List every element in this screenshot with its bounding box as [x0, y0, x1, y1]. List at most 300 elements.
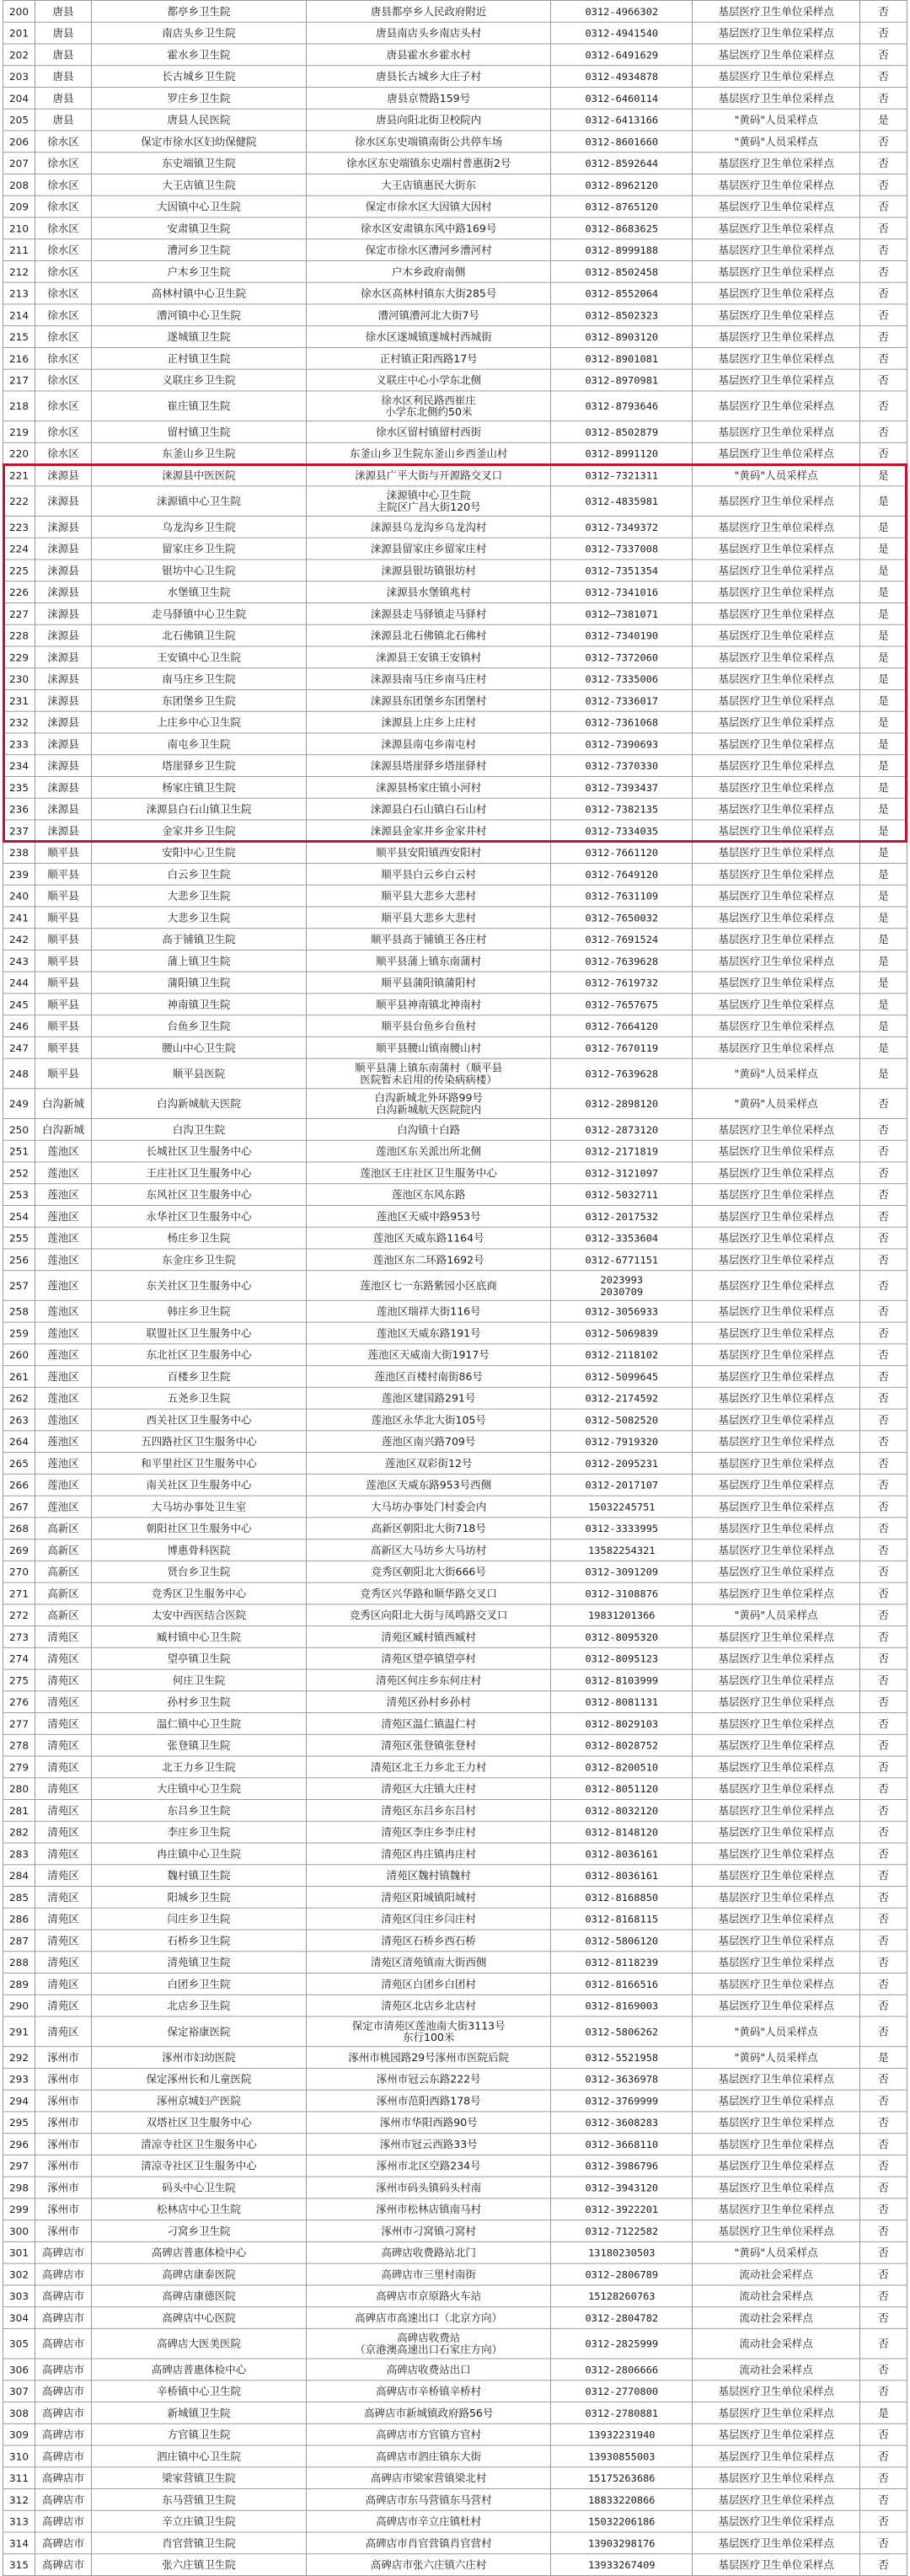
sampling-type-cell: 基层医疗卫生单位采样点	[693, 1518, 860, 1540]
phone-cell: 15032206186	[551, 2510, 693, 2532]
sampling-type-cell: 基层医疗卫生单位采样点	[693, 1887, 860, 1909]
district-cell: 高碑店市	[35, 2554, 92, 2576]
district-cell: 徐水区	[35, 153, 92, 174]
sampling-type-cell: 基层医疗卫生单位采样点	[693, 174, 860, 195]
phone-cell: 0312-6413166	[551, 109, 693, 131]
table-row	[3, 2134, 907, 2156]
address-cell: 高碑店市京原路火车站	[306, 2285, 551, 2307]
sampling-type-cell: 基层医疗卫生单位采样点	[693, 993, 860, 1015]
address-cell: 高碑店市张六庄镇六庄村	[306, 2554, 551, 2576]
address-cell: 大王店镇惠民大街东	[306, 174, 551, 195]
flag-cell: 否	[860, 1227, 907, 1249]
phone-cell: 0312-3056933	[551, 1300, 693, 1322]
district-cell: 涞源县	[35, 711, 92, 733]
phone-cell: 0312-3121097	[551, 1162, 693, 1184]
address-cell: 徐水区东史端镇南街公共停车场	[306, 131, 551, 153]
table-row	[3, 1647, 907, 1669]
sampling-type-cell: 基层医疗卫生单位采样点	[693, 1647, 860, 1669]
flag-cell: 否	[860, 304, 907, 326]
table-row	[3, 2285, 907, 2307]
phone-cell: 0312-8051120	[551, 1778, 693, 1800]
phone-cell: 15032245751	[551, 1496, 693, 1518]
address-cell: 涿州市松林店镇南马村	[306, 2198, 551, 2220]
institution-name-cell: 金家井乡卫生院	[92, 820, 307, 842]
sampling-type-cell: 基层医疗卫生单位采样点	[693, 863, 860, 885]
district-cell: 徐水区	[35, 304, 92, 326]
phone-cell: 0312-7335006	[551, 668, 693, 690]
sampling-type-cell: 流动社会采样点	[693, 2328, 860, 2359]
district-cell: 高新区	[35, 1540, 92, 1561]
address-cell: 顺平县白云乡白云村	[306, 863, 551, 885]
address-cell: 清苑区臧村镇西臧村	[306, 1626, 551, 1648]
flag-cell: 否	[860, 1118, 907, 1140]
flag-cell: 是	[860, 646, 907, 668]
district-cell: 莲池区	[35, 1387, 92, 1409]
phone-cell: 0312-7351354	[551, 560, 693, 581]
district-cell: 清苑区	[35, 1669, 92, 1691]
institution-name-cell: 松林店中心卫生院	[92, 2198, 307, 2220]
institution-name-cell: 长古城乡卫生院	[92, 66, 307, 88]
phone-cell: 0312-7321311	[551, 464, 693, 486]
institution-name-cell: 和平里社区卫生服务中心	[92, 1453, 307, 1475]
phone-cell: 0312-2171819	[551, 1140, 693, 1162]
institution-name-cell: 高碑店普惠体检中心	[92, 2241, 307, 2263]
flag-cell: 是	[860, 885, 907, 907]
row-number-cell: 230	[3, 668, 35, 690]
row-number-cell: 221	[3, 464, 35, 486]
sampling-type-cell: 基层医疗卫生单位采样点	[693, 2177, 860, 2198]
district-cell: 徐水区	[35, 239, 92, 261]
table-row	[3, 776, 907, 798]
address-cell: 高碑店市泗庄镇东大街	[306, 2445, 551, 2467]
district-cell: 徐水区	[35, 347, 92, 369]
district-cell: 清苑区	[35, 1887, 92, 1909]
phone-cell: 0312-7372060	[551, 646, 693, 668]
row-number-cell: 270	[3, 1561, 35, 1583]
address-cell: 莲池区永华北大街105号	[306, 1409, 551, 1431]
row-number-cell: 290	[3, 1995, 35, 2016]
row-number-cell: 238	[3, 842, 35, 864]
table-row	[3, 581, 907, 603]
flag-cell: 否	[860, 1800, 907, 1822]
sampling-type-cell: 基层医疗卫生单位采样点	[693, 1540, 860, 1561]
address-cell: 高碑店市高速出口（北京方向）	[306, 2307, 551, 2329]
flag-cell: 否	[860, 391, 907, 421]
sampling-type-cell: 基层医疗卫生单位采样点	[693, 0, 860, 22]
institution-name-cell: 南马庄乡卫生院	[92, 668, 307, 690]
institution-name-cell: 乌龙沟乡卫生院	[92, 516, 307, 538]
address-cell: 清苑区阳城镇阳城村	[306, 1887, 551, 1909]
table-row	[3, 22, 907, 44]
institution-name-cell: 罗庄乡卫生院	[92, 87, 307, 109]
district-cell: 高新区	[35, 1518, 92, 1540]
phone-cell: 0312-5806262	[551, 2016, 693, 2047]
row-number-cell: 292	[3, 2047, 35, 2069]
phone-cell: 0312-8095123	[551, 1647, 693, 1669]
flag-cell: 否	[860, 1821, 907, 1843]
institution-name-cell: 王庄社区卫生服务中心	[92, 1162, 307, 1184]
address-cell: 莲池区东二环路1692号	[306, 1249, 551, 1271]
district-cell: 清苑区	[35, 1647, 92, 1669]
address-cell: 白沟镇十白路	[306, 1118, 551, 1140]
district-cell: 徐水区	[35, 195, 92, 217]
phone-cell: 19831201366	[551, 1604, 693, 1626]
phone-cell: 0312-3922201	[551, 2198, 693, 2220]
row-number-cell: 286	[3, 1908, 35, 1930]
table-row	[3, 646, 907, 668]
flag-cell: 否	[860, 1952, 907, 1974]
table-row	[3, 347, 907, 369]
row-number-cell: 235	[3, 776, 35, 798]
address-cell: 涞源县南马庄乡南马庄村	[306, 668, 551, 690]
phone-cell: 0312-6460114	[551, 87, 693, 109]
district-cell: 徐水区	[35, 174, 92, 195]
row-number-cell: 226	[3, 581, 35, 603]
address-cell: 顺平县腰山镇南腰山村	[306, 1036, 551, 1058]
phone-cell: 0312-3091209	[551, 1561, 693, 1583]
address-cell: 涞源县上庄乡上庄村	[306, 711, 551, 733]
sampling-type-cell: 基层医疗卫生单位采样点	[693, 755, 860, 777]
row-number-cell: 283	[3, 1843, 35, 1865]
table-row	[3, 560, 907, 581]
phone-cell: 0312-4934878	[551, 66, 693, 88]
flag-cell: 否	[860, 1249, 907, 1271]
flag-cell: 否	[860, 2381, 907, 2402]
row-number-cell: 254	[3, 1205, 35, 1227]
institution-name-cell: 蒲阳镇卫生院	[92, 972, 307, 993]
row-number-cell: 216	[3, 347, 35, 369]
phone-cell: 0312-8118239	[551, 1952, 693, 1974]
phone-cell: 0312-8765120	[551, 195, 693, 217]
flag-cell: 否	[860, 2423, 907, 2445]
institution-name-cell: 安阳中心卫生院	[92, 842, 307, 864]
institution-name-cell: 北店乡卫生院	[92, 1995, 307, 2016]
flag-cell: 否	[860, 1300, 907, 1322]
sampling-type-cell: "黄码"人员采样点	[693, 109, 860, 131]
sampling-type-cell: 基层医疗卫生单位采样点	[693, 421, 860, 443]
row-number-cell: 239	[3, 863, 35, 885]
district-cell: 莲池区	[35, 1453, 92, 1475]
district-cell: 清苑区	[35, 1865, 92, 1887]
flag-cell: 否	[860, 239, 907, 261]
institution-name-cell: 留村镇卫生院	[92, 421, 307, 443]
institution-name-cell: 白沟新城航天医院	[92, 1089, 307, 1119]
phone-cell: 0312-3353604	[551, 1227, 693, 1249]
sampling-type-cell: 基层医疗卫生单位采样点	[693, 929, 860, 951]
flag-cell: 是	[860, 755, 907, 777]
address-cell: 顺平县台鱼乡台鱼村	[306, 1015, 551, 1037]
flag-cell: 是	[860, 798, 907, 820]
address-cell: 莲池区天威中路953号	[306, 1205, 551, 1227]
row-number-cell: 231	[3, 689, 35, 711]
phone-cell: 0312-2095231	[551, 1453, 693, 1475]
address-cell: 涞源县南屯乡南屯村	[306, 733, 551, 755]
phone-cell: 0312-8036161	[551, 1865, 693, 1887]
institution-name-cell: 太安中西医结合医院	[92, 1604, 307, 1626]
sampling-type-cell: "黄码"人员采样点	[693, 1089, 860, 1119]
phone-cell: 0312-3333995	[551, 1518, 693, 1540]
institution-name-cell: 正村镇卫生院	[92, 347, 307, 369]
table-row	[3, 1843, 907, 1865]
table-row	[3, 1300, 907, 1322]
address-cell: 正村镇正阳西路17号	[306, 347, 551, 369]
phone-cell: 0312-7334035	[551, 820, 693, 842]
row-number-cell: 302	[3, 2263, 35, 2285]
table-row	[3, 2112, 907, 2134]
phone-cell: 0312-8901081	[551, 347, 693, 369]
sampling-type-cell: 基层医疗卫生单位采样点	[693, 1778, 860, 1800]
flag-cell: 否	[860, 347, 907, 369]
sampling-type-cell: 基层医疗卫生单位采样点	[693, 1453, 860, 1475]
row-number-cell: 260	[3, 1344, 35, 1366]
phone-cell: 0312-8095320	[551, 1626, 693, 1648]
institution-name-cell: 涞源镇中心卫生院	[92, 486, 307, 517]
district-cell: 高碑店市	[35, 2467, 92, 2489]
district-cell: 清苑区	[35, 1800, 92, 1822]
table-row	[3, 44, 907, 66]
address-cell: 涿州市码头镇码头村南	[306, 2177, 551, 2198]
flag-cell: 否	[860, 87, 907, 109]
row-number-cell: 306	[3, 2359, 35, 2381]
row-number-cell: 215	[3, 326, 35, 348]
district-cell: 高碑店市	[35, 2263, 92, 2285]
address-cell: 清苑区冉庄镇冉庄村	[306, 1843, 551, 1865]
flag-cell: 是	[860, 581, 907, 603]
address-cell: 莲池区天威南大街1917号	[306, 1344, 551, 1366]
address-cell: 高碑店市东马营镇东马营村	[306, 2489, 551, 2511]
district-cell: 莲池区	[35, 1344, 92, 1366]
table-row	[3, 1604, 907, 1626]
row-number-cell: 301	[3, 2241, 35, 2263]
district-cell: 莲池区	[35, 1162, 92, 1184]
row-number-cell: 241	[3, 907, 35, 929]
table-row	[3, 1387, 907, 1409]
sampling-type-cell: "黄码"人员采样点	[693, 1058, 860, 1089]
row-number-cell: 203	[3, 66, 35, 88]
institution-name-cell: 臧村镇中心卫生院	[92, 1626, 307, 1648]
row-number-cell: 219	[3, 421, 35, 443]
district-cell: 莲池区	[35, 1409, 92, 1431]
table-row	[3, 1865, 907, 1887]
phone-cell: 0312-6491629	[551, 44, 693, 66]
address-cell: 涞源县广平大街与开源路交叉口	[306, 464, 551, 486]
sampling-type-cell: "黄码"人员采样点	[693, 131, 860, 153]
institution-name-cell: 涞源县白石山镇卫生院	[92, 798, 307, 820]
district-cell: 涞源县	[35, 776, 92, 798]
sampling-type-cell: 基层医疗卫生单位采样点	[693, 1300, 860, 1322]
flag-cell: 否	[860, 1561, 907, 1583]
table-row	[3, 87, 907, 109]
address-cell: 涞源县走马驿镇走马驿村	[306, 602, 551, 624]
flag-cell: 否	[860, 2068, 907, 2090]
institution-name-cell: 白沟卫生院	[92, 1118, 307, 1140]
row-number-cell: 250	[3, 1118, 35, 1140]
address-cell: 唐县霍水乡霍水村	[306, 44, 551, 66]
row-number-cell: 234	[3, 755, 35, 777]
flag-cell: 否	[860, 1453, 907, 1475]
table-row	[3, 369, 907, 391]
phone-cell: 0312-7122582	[551, 2220, 693, 2242]
institution-name-cell: 高碑店康泰医院	[92, 2263, 307, 2285]
row-number-cell: 298	[3, 2177, 35, 2198]
row-number-cell: 207	[3, 153, 35, 174]
sampling-type-cell: 基层医疗卫生单位采样点	[693, 1930, 860, 1952]
institution-name-cell: 上庄乡中心卫生院	[92, 711, 307, 733]
sampling-type-cell: 基层医疗卫生单位采样点	[693, 776, 860, 798]
flag-cell: 否	[860, 1974, 907, 1995]
flag-cell: 是	[860, 538, 907, 560]
institution-name-cell: 韩庄乡卫生院	[92, 1300, 307, 1322]
row-number-cell: 214	[3, 304, 35, 326]
sampling-type-cell: 基层医疗卫生单位采样点	[693, 87, 860, 109]
table-row	[3, 195, 907, 217]
address-cell: 涞源县白石山镇白石山村	[306, 798, 551, 820]
table-row	[3, 1734, 907, 1756]
flag-cell: 否	[860, 2445, 907, 2467]
flag-cell: 否	[860, 2016, 907, 2047]
sampling-type-cell: 基层医疗卫生单位采样点	[693, 950, 860, 972]
table-row	[3, 2467, 907, 2489]
phone-cell: 0312-3668110	[551, 2134, 693, 2156]
district-cell: 涞源县	[35, 624, 92, 646]
address-cell: 涞源县塔崖驿乡塔崖驿村	[306, 755, 551, 777]
flag-cell: 否	[860, 1647, 907, 1669]
flag-cell: 否	[860, 2532, 907, 2554]
address-cell: 涞源县留家庄乡留家庄村	[306, 538, 551, 560]
flag-cell: 否	[860, 1205, 907, 1227]
district-cell: 白沟新城	[35, 1089, 92, 1119]
address-cell: 清苑区大庄镇大庄村	[306, 1778, 551, 1800]
address-cell: 清苑区清苑镇南大街西侧	[306, 1952, 551, 1974]
address-cell: 高碑店市方官镇方官村	[306, 2423, 551, 2445]
institution-name-cell: 永华社区卫生服务中心	[92, 1205, 307, 1227]
row-number-cell: 253	[3, 1184, 35, 1206]
phone-cell: 13932231940	[551, 2423, 693, 2445]
address-cell: 竞秀区朝阳北大街666号	[306, 1561, 551, 1583]
district-cell: 清苑区	[35, 2016, 92, 2047]
table-row	[3, 885, 907, 907]
address-cell: 莲池区王庄社区卫生服务中心	[306, 1162, 551, 1184]
flag-cell: 否	[860, 153, 907, 174]
row-number-cell: 289	[3, 1974, 35, 1995]
phone-cell: 0312-7337008	[551, 538, 693, 560]
phone-cell: 0312-7639628	[551, 950, 693, 972]
sampling-type-cell: 基层医疗卫生单位采样点	[693, 1843, 860, 1865]
sampling-type-cell: 基层医疗卫生单位采样点	[693, 2198, 860, 2220]
table-row	[3, 1205, 907, 1227]
phone-cell: 0312-8502323	[551, 304, 693, 326]
institution-name-cell: 东马营镇卫生院	[92, 2489, 307, 2511]
flag-cell: 否	[860, 1626, 907, 1648]
sampling-type-cell: "黄码"人员采样点	[693, 1604, 860, 1626]
table-row	[3, 2359, 907, 2381]
district-cell: 唐县	[35, 44, 92, 66]
district-cell: 涞源县	[35, 668, 92, 690]
row-number-cell: 222	[3, 486, 35, 517]
sampling-type-cell: 基层医疗卫生单位采样点	[693, 260, 860, 282]
address-cell: 清苑区闫庄乡闫庄村	[306, 1908, 551, 1930]
phone-cell: 0312-7341016	[551, 581, 693, 603]
table-row	[3, 689, 907, 711]
sampling-type-cell: 基层医疗卫生单位采样点	[693, 1734, 860, 1756]
phone-cell: 0312-7361068	[551, 711, 693, 733]
sampling-type-cell: 基层医疗卫生单位采样点	[693, 2381, 860, 2402]
address-cell: 保定市徐水区漕河乡漕河村	[306, 239, 551, 261]
flag-cell: 否	[860, 1865, 907, 1887]
flag-cell: 否	[860, 2220, 907, 2242]
district-cell: 涞源县	[35, 602, 92, 624]
flag-cell: 是	[860, 602, 907, 624]
row-number-cell: 297	[3, 2155, 35, 2177]
table-row	[3, 1140, 907, 1162]
phone-cell: 0312-8903120	[551, 326, 693, 348]
table-row	[3, 2263, 907, 2285]
row-number-cell: 269	[3, 1540, 35, 1561]
table-row	[3, 993, 907, 1015]
phone-cell: 2023993 2030709	[551, 1271, 693, 1301]
flag-cell: 否	[860, 2307, 907, 2329]
address-cell: 竞秀区向阳北大街与凤鸣路交叉口	[306, 1604, 551, 1626]
sampling-type-cell: "黄码"人员采样点	[693, 2241, 860, 2263]
sampling-type-cell: 基层医疗卫生单位采样点	[693, 1227, 860, 1249]
address-cell: 唐县向阳北街卫校院内	[306, 109, 551, 131]
row-number-cell: 311	[3, 2467, 35, 2489]
row-number-cell: 259	[3, 1322, 35, 1344]
institution-name-cell: 长城社区卫生服务中心	[92, 1140, 307, 1162]
phone-cell: 0312-7649120	[551, 863, 693, 885]
flag-cell: 否	[860, 195, 907, 217]
institution-name-cell: 白云乡卫生院	[92, 863, 307, 885]
row-number-cell: 246	[3, 1015, 35, 1037]
phone-cell: 0312-8103999	[551, 1669, 693, 1691]
flag-cell: 否	[860, 66, 907, 88]
phone-cell: 0312-2118102	[551, 1344, 693, 1366]
table-row	[3, 1540, 907, 1561]
sampling-type-cell: 基层医疗卫生单位采样点	[693, 1431, 860, 1453]
row-number-cell: 288	[3, 1952, 35, 1974]
row-number-cell: 240	[3, 885, 35, 907]
sampling-type-cell: 基层医疗卫生单位采样点	[693, 2423, 860, 2445]
address-cell: 唐县长古城乡大庄子村	[306, 66, 551, 88]
flag-cell: 否	[860, 2359, 907, 2381]
address-cell: 徐水区高林村镇东大街285号	[306, 282, 551, 304]
sampling-type-cell: 基层医疗卫生单位采样点	[693, 1800, 860, 1822]
address-cell: 唐县南店头乡南店头村	[306, 22, 551, 44]
institution-name-cell: 大悲乡卫生院	[92, 907, 307, 929]
flag-cell: 否	[860, 1184, 907, 1206]
address-cell: 高碑店市辛桥镇辛桥村	[306, 2381, 551, 2402]
phone-cell: 0312-8148120	[551, 1821, 693, 1843]
sampling-type-cell: 基层医疗卫生单位采样点	[693, 153, 860, 174]
phone-cell: 0312-7340190	[551, 624, 693, 646]
institution-name-cell: 走马驿镇中心卫生院	[92, 602, 307, 624]
sampling-type-cell: 基层医疗卫生单位采样点	[693, 602, 860, 624]
table-row	[3, 109, 907, 131]
district-cell: 清苑区	[35, 1821, 92, 1843]
flag-cell: 否	[860, 282, 907, 304]
phone-cell: 0312-2780881	[551, 2402, 693, 2424]
institution-name-cell: 杨庄乡卫生院	[92, 1227, 307, 1249]
institution-name-cell: 西关社区卫生服务中心	[92, 1409, 307, 1431]
table-row	[3, 2445, 907, 2467]
sampling-type-cell: 基层医疗卫生单位采样点	[693, 442, 860, 464]
table-row	[3, 1952, 907, 1974]
row-number-cell: 204	[3, 87, 35, 109]
sampling-type-cell: 基层医疗卫生单位采样点	[693, 842, 860, 864]
row-number-cell: 307	[3, 2381, 35, 2402]
district-cell: 涞源县	[35, 581, 92, 603]
institution-name-cell: 辛立庄镇卫生院	[92, 2510, 307, 2532]
